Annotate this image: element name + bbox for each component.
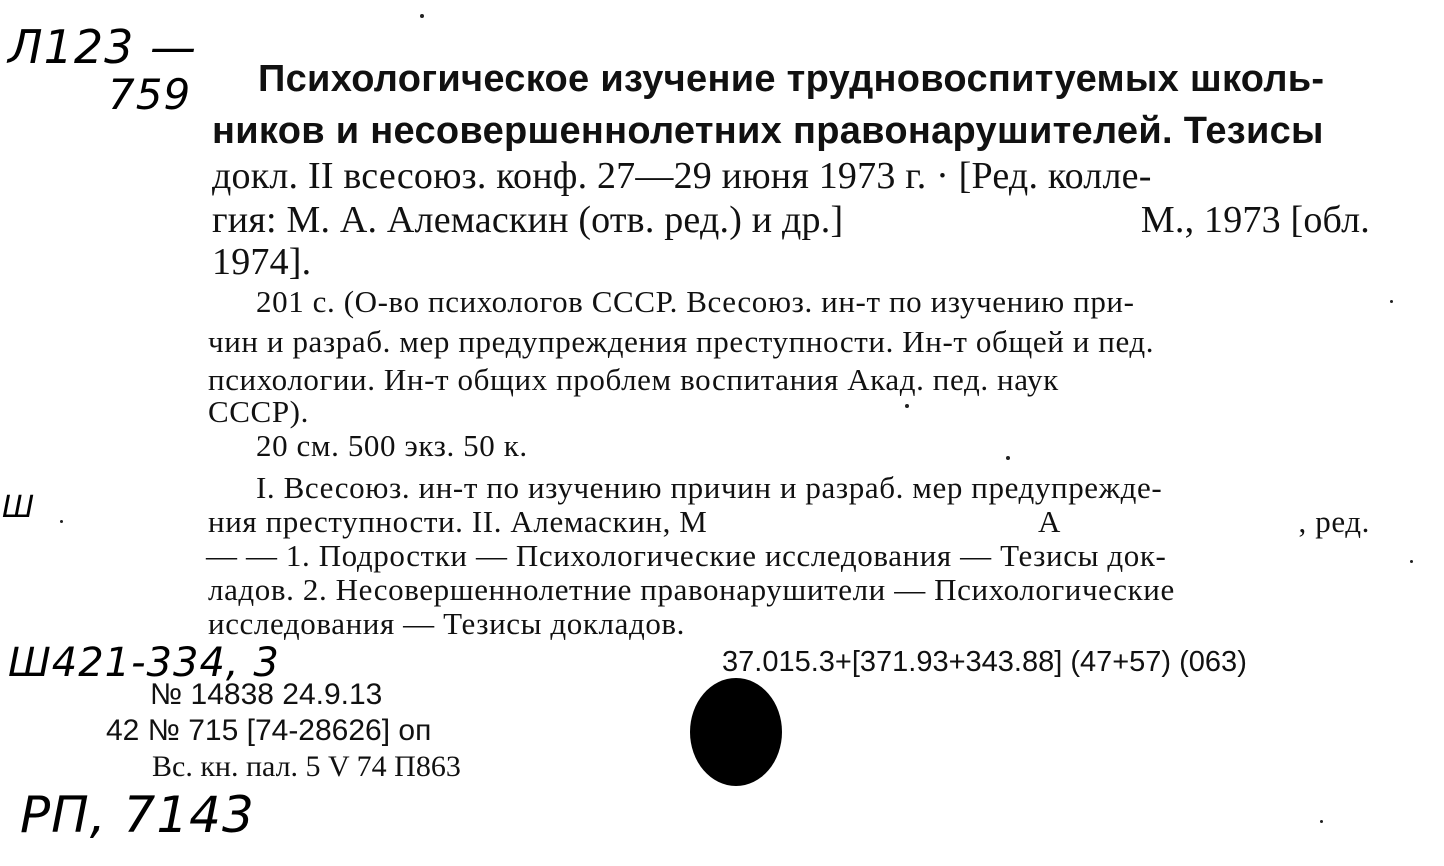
classification-index: 37.015.3+[371.93+343.88] (47+57) (063) [722,646,1247,678]
subject-line-2-start: ния преступности. II. Алемаскин, М [208,504,708,539]
subject-line-2-end: , ред. [1298,504,1370,539]
body-line-5: 1974]. [212,241,312,283]
book-chamber-line: Вс. кн. пал. 5 V 74 П863 [152,750,461,783]
subject-line-1: I. Всесоюз. ин-т по изучению причин и разраб. мер предупрежде- [256,470,1163,505]
body-line-3: докл. II всесоюз. конф. 27—29 июня 1973 г. · [Ред. колле- [212,155,1152,197]
editors: гия: М. А. Алемаскин (отв. ред.) и др.] [212,199,844,241]
handwritten-shelf-mark: Л123 — [8,20,198,74]
card-number: № 14838 24.9.13 [150,678,383,711]
handwritten-side-mark: Ш [2,490,36,525]
description-line-1: 201 с. (О-во психологов СССР. Всесоюз. ин-т по изучению при- [256,284,1135,319]
description-line-3: психологии. Ин-т общих проблем воспитания Акад. пед. наук [208,362,1059,397]
scan-speck [1320,820,1323,823]
subject-line-2 [208,504,1370,540]
subject-line-2-initial: А [1038,504,1061,539]
scan-speck [60,520,63,523]
punch-hole [690,678,782,786]
imprint: М., 1973 [обл. [1140,199,1370,241]
scan-speck [1006,456,1010,460]
scan-speck [905,404,909,408]
description-line-5: 20 см. 500 экз. 50 к. [256,428,528,463]
description-line-4: СССР). [208,394,309,429]
title-line-1: Психологическое изучение трудновоспитуемых школь- [258,58,1325,100]
handwritten-bottom-code: РП, 7143 [20,786,255,844]
scan-speck [1390,300,1393,303]
body-line-4 [212,198,1370,242]
scan-speck [420,14,424,18]
subject-line-5: исследования — Тезисы докладов. [208,606,686,641]
title-line-2: ников и несовершеннолетних правонарушителей. Тезисы [212,110,1324,152]
handwritten-number: 759 [108,70,192,119]
description-line-2: чин и разраб. мер предупреждения преступности. Ин-т общей и пед. [208,324,1155,359]
subject-line-3: — — 1. Подростки — Психологические исследования — Тезисы док- [206,538,1167,573]
order-number: 42 № 715 [74-28626] оп [106,714,432,747]
scan-speck [1410,560,1413,563]
subject-line-4: ладов. 2. Несовершеннолетние правонарушители — Психологические [208,572,1175,607]
handwritten-code: Ш421-334, 3 [8,640,280,686]
